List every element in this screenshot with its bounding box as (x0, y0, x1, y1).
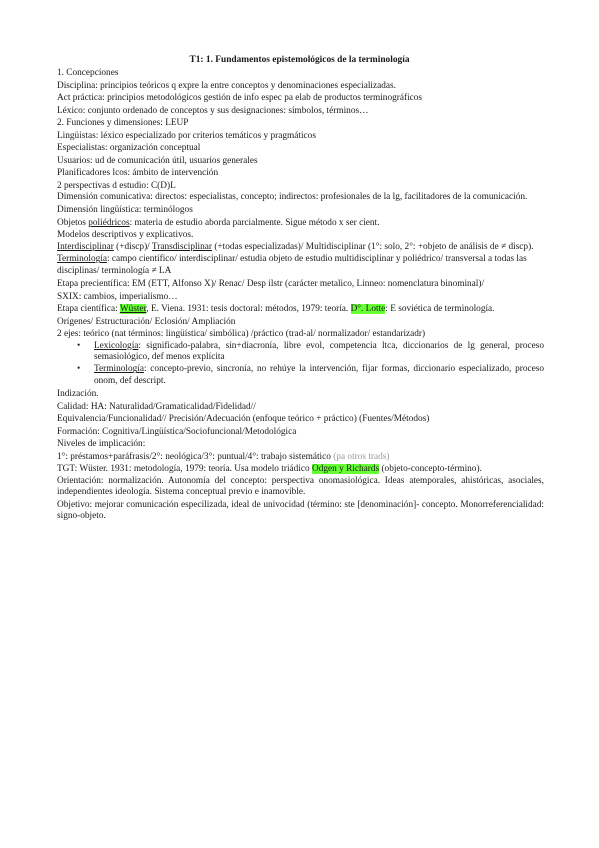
text-line: Disciplina: principios teóricos q expre la entre conceptos y denominaciones especializadas. (57, 80, 396, 91)
underlined-term: Interdisciplinar (57, 241, 114, 252)
text-line: Lingüistas: léxico especializado por criterios temáticos y pragmáticos (57, 130, 316, 141)
text-line: Usuarios: ud de comunicación útil, usuarios generales (57, 155, 258, 166)
text-line: Niveles de implicación: (57, 439, 146, 450)
text-line (57, 451, 544, 464)
gray-note: (pa otros trads) (333, 451, 390, 462)
text-paragraph (57, 242, 544, 253)
text-line: Equivalencia/Funcionalidad// Precisión/Adecuación (enfoque teórico + práctico) (Fuentes/Métodos) (57, 414, 430, 425)
underlined-term: Terminología (57, 254, 107, 265)
underlined-term: Lexicología (94, 340, 139, 351)
text-line: SXIX: cambios, imperialismo… (57, 291, 178, 302)
text-span: 1°: préstamos+paráfrasis/2°: neológica/3°: puntual/4°: trabajo sistemático (57, 451, 334, 462)
document-title: T1: 1. Fundamentos epistemológicos de la terminología (189, 55, 410, 65)
text-line: Orígenes/ Estructuración/ Eclosión/ Ampliación (57, 316, 236, 327)
bullet-item (57, 364, 544, 387)
highlighted-term: Odgen y Richards (311, 464, 380, 475)
text-span: (+todas especializadas)/ Multidisciplinar (1°: solo, 2°: +objeto de análisis de ≠ discp). (212, 241, 534, 252)
text-line: 2 ejes: teórico (nat términos: lingüística/ simbólica) /práctico (trad-al/ normalizador/ estandarizadr) (57, 329, 426, 340)
text-line: Modelos descriptivos y explicativos. (57, 230, 194, 241)
bullet-item (57, 341, 544, 364)
text-line: Especialistas: organización conceptual (57, 143, 201, 153)
underlined-term: Terminología (94, 364, 144, 375)
text-span: , E. Viena. 1931: tesis doctoral: métodos, 1979: teoría. (146, 304, 351, 315)
highlighted-term: D°. Lotte (350, 304, 386, 315)
section-heading-concepciones: 1. Concepciones (57, 68, 119, 78)
underlined-term: Transdisciplinar (151, 241, 213, 252)
text-span: : materia de estudio aborda parcialmente. Sigue método x ser cient. (129, 217, 380, 228)
highlighted-term: Wüster (119, 304, 147, 315)
text-paragraph: Objetivo: mejorar comunicación especilizada, ideal de univocidad (término: ste [denominación]- concepto. Monorreferencialidad: signo-objeto. (57, 499, 544, 521)
text-line: 2 perspectivas d estudio: C(D)L (57, 180, 176, 191)
text-line: Etapa precientífica: EM (ETT, Alfonso X)/ Renac/ Desp ilstr (carácter metalico, Linneo: nomenclatura binominal)/ (57, 279, 485, 290)
text-span: Objetos (57, 217, 89, 228)
text-line (57, 303, 544, 316)
text-paragraph (57, 254, 544, 277)
text-line: Formación: Cognitiva/Lingüística/Sociofuncional/Metodológica (57, 426, 297, 437)
text-paragraph: Orientación: normalización. Autonomía del concepto: perspectiva onomasiológica. Ideas atemporales, ahistóricas, asociales, independientes ideología. Sistema conceptual previo e inamovible. (57, 475, 544, 498)
text-line: Dimensión lingüística: terminólogos (57, 205, 193, 216)
text-paragraph: Dimensión comunicativa: directos: especialistas, concepto; indirectos: profesionales de la lg, facilitadores de la comunicación. (57, 192, 528, 202)
underlined-term: poliédricos (88, 217, 130, 228)
text-line: Indización. (57, 389, 99, 400)
document-body (57, 67, 544, 523)
text-span: : E soviética de terminología. (385, 304, 495, 315)
text-span: : campo científico/ interdisciplinar/ estudia objeto de estudio multidisciplinar y poliédrico/ transversal a todas las disciplinas/ terminología ≠ LA (57, 254, 527, 276)
section-heading-funciones: 2. Funciones y dimensiones: LEUP (57, 118, 189, 128)
text-span: TGT: Wüster. 1931: metodología, 1979: teoría. Usa modelo triádico (57, 464, 312, 475)
text-line: Calidad: HA: Naturalidad/Gramaticalidad/Fidelidad// (57, 401, 256, 412)
text-line (57, 217, 544, 230)
text-span: (+discp)/ (113, 241, 152, 252)
text-line (57, 463, 544, 476)
text-line: Planificadores lcos: ámbito de intervención (57, 168, 219, 178)
text-span: Etapa científica: (57, 304, 120, 315)
text-line: Léxico: conjunto ordenado de conceptos y sus designaciones: símbolos, términos… (57, 105, 369, 116)
text-line: Act práctica: principios metodológicos gestión de info espec pa elab de productos terminográficos (57, 93, 423, 103)
text-span: : concepto-previo, sincronía, no rehúye la intervención, fijar formas, diccionario especializado, proceso onom, def descript. (94, 364, 544, 386)
bullet-icon: • (77, 364, 81, 375)
text-span: : significado-palabra, sin+diacronía, libre evol, competencia ltca, diccionarios de lg general, proceso semasiológico, def menos explícita (94, 340, 544, 363)
text-span: (objeto-concepto-término). (379, 464, 482, 475)
bullet-icon: • (77, 340, 81, 351)
